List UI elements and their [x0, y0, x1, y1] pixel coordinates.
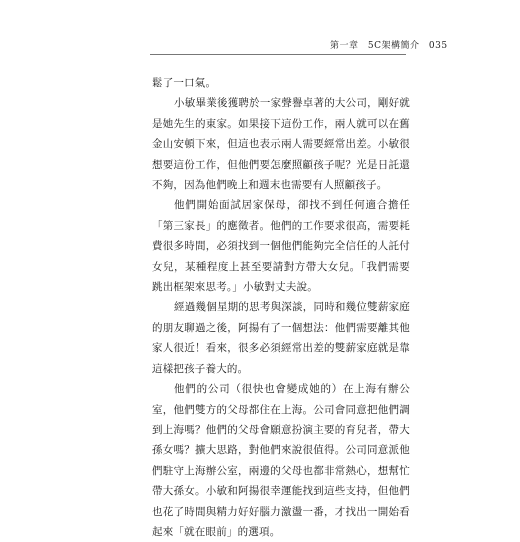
paragraph: 他們開始面試居家保母，卻找不到任何適合擔任「第三家長」的應徵者。他們的工作要求很高，需要耗費很多時間，必須找到一個他們能夠完全信任的人託付女兒，某種程度上甚至要請對方帶大女兒。「我們需要跳出框架來思考。」小敏對丈夫說。 [152, 199, 410, 294]
paragraph: 經過幾個星期的思考與深談，同時和幾位雙薪家庭的朋友聊過之後，阿揚有了一個想法：他們需要離其他家人很近！看來，很多必須經常出差的雙薪家庭就是靠這樣把孩子養大的。 [152, 301, 410, 375]
chapter-label: 第一章 [330, 41, 359, 51]
page-number: 035 [428, 41, 448, 51]
chapter-title: 5C架構簡介 [367, 41, 420, 51]
paragraph: 小敏畢業後獲聘於一家聲譽卓著的大公司，剛好就是她先生的東家。如果接下這份工作，兩人就可以在舊金山安頓下來，但這也表示兩人需要經常出差。小敏很想要這份工作，但他們要怎麼照顧孩子呢？光是日託還不夠，因為他們晚上和週末也需要有人照顧孩子。 [152, 97, 410, 192]
paragraph: 鬆了一口氣。 [152, 77, 217, 89]
body-text [152, 73, 410, 542]
paragraph: 他們的公司（很快也會變成她的）在上海有辦公室，他們雙方的父母都住在上海。公司會同意把他們調到上海嗎？他們的父母會願意扮演主要的育兒者，帶大孫女嗎？擴大思路，對他們來說很值得。公司同意派他們駐守上海辦公室，兩邊的父母也都非常熱心，想幫忙帶大孫女。小敏和阿揚很幸運能找到這些支持，但他們也花了時間與精力好好腦力激盪一番，才找出一開始看起來「就在眼前」的選項。 [152, 383, 410, 538]
running-header [330, 38, 454, 51]
header-rule [150, 54, 406, 55]
